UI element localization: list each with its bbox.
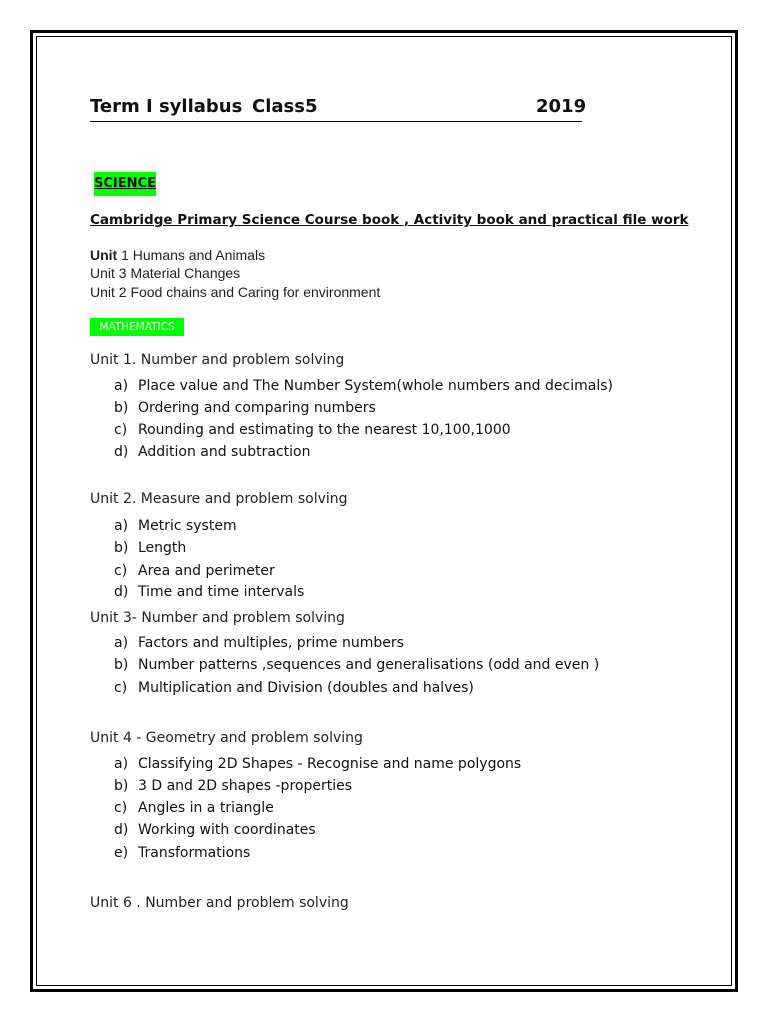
science-unit-1-text: 1 Humans and Animals — [117, 247, 266, 263]
science-unit-3: Unit 2 Food chains and Caring for environment — [90, 284, 381, 300]
item-label: b) — [114, 657, 129, 673]
item-text: 3 D and 2D shapes -properties — [138, 778, 352, 794]
item-label: b) — [114, 778, 129, 794]
item-text: Multiplication and Division (doubles and halves) — [138, 680, 474, 696]
item-text: Classifying 2D Shapes - Recognise and name polygons — [138, 756, 522, 772]
list-item — [114, 657, 599, 673]
list-item — [114, 800, 274, 816]
math-unit-heading: Unit 4 - Geometry and problem solving — [90, 730, 363, 746]
item-label: a) — [114, 756, 129, 772]
list-item — [114, 444, 310, 460]
list-item — [114, 563, 275, 579]
list-item — [114, 518, 237, 534]
item-label: b) — [114, 540, 129, 556]
list-item — [114, 822, 316, 838]
math-unit-heading: Unit 6 . Number and problem solving — [90, 895, 349, 911]
item-label: c) — [114, 422, 128, 438]
item-text: Number patterns ,sequences and generalisations (odd and even ) — [138, 657, 600, 673]
item-label: a) — [114, 518, 129, 534]
item-text: Time and time intervals — [138, 584, 305, 600]
item-text: Transformations — [138, 845, 251, 861]
item-text: Ordering and comparing numbers — [138, 400, 376, 416]
list-item — [114, 422, 511, 438]
title-year: 2019 — [536, 96, 587, 117]
list-item — [114, 540, 186, 556]
item-text: Rounding and estimating to the nearest 10,100,1000 — [138, 422, 511, 438]
math-unit-heading: Unit 1. Number and problem solving — [90, 352, 345, 368]
list-item — [114, 845, 250, 861]
list-item — [114, 778, 352, 794]
list-item — [114, 400, 376, 416]
item-label: d) — [114, 444, 129, 460]
item-text: Angles in a triangle — [138, 800, 274, 816]
item-text: Factors and multiples, prime numbers — [138, 635, 404, 651]
mathematics-section-badge: MATHEMATICS — [90, 318, 184, 336]
list-item — [114, 756, 521, 772]
list-item — [114, 635, 404, 651]
item-label: c) — [114, 800, 128, 816]
item-text: Place value and The Number System(whole numbers and decimals) — [138, 378, 613, 394]
item-text: Metric system — [138, 518, 237, 534]
item-text: Addition and subtraction — [138, 444, 311, 460]
item-label: a) — [114, 378, 129, 394]
item-label: e) — [114, 845, 129, 861]
item-label: d) — [114, 822, 129, 838]
science-unit-1 — [90, 247, 265, 263]
science-section-badge: SCIENCE — [94, 172, 156, 196]
title-text: Term I syllabus — [90, 96, 243, 117]
science-unit-2: Unit 3 Material Changes — [90, 265, 241, 281]
item-text: Length — [138, 540, 187, 556]
list-item — [114, 584, 304, 600]
math-unit-heading: Unit 3- Number and problem solving — [90, 610, 345, 626]
item-label: a) — [114, 635, 129, 651]
item-text: Area and perimeter — [138, 563, 275, 579]
science-course-line: Cambridge Primary Science Course book , Activity book and practical file work — [90, 212, 689, 228]
item-label: b) — [114, 400, 129, 416]
page-title — [90, 95, 587, 122]
list-item — [114, 378, 613, 394]
title-class: Class5 — [252, 96, 318, 117]
list-item — [114, 680, 474, 696]
item-label: c) — [114, 563, 128, 579]
math-unit-heading: Unit 2. Measure and problem solving — [90, 491, 348, 507]
item-label: c) — [114, 680, 128, 696]
item-text: Working with coordinates — [138, 822, 316, 838]
science-unit-1-prefix: Unit — [90, 247, 118, 263]
item-label: d) — [114, 584, 129, 600]
